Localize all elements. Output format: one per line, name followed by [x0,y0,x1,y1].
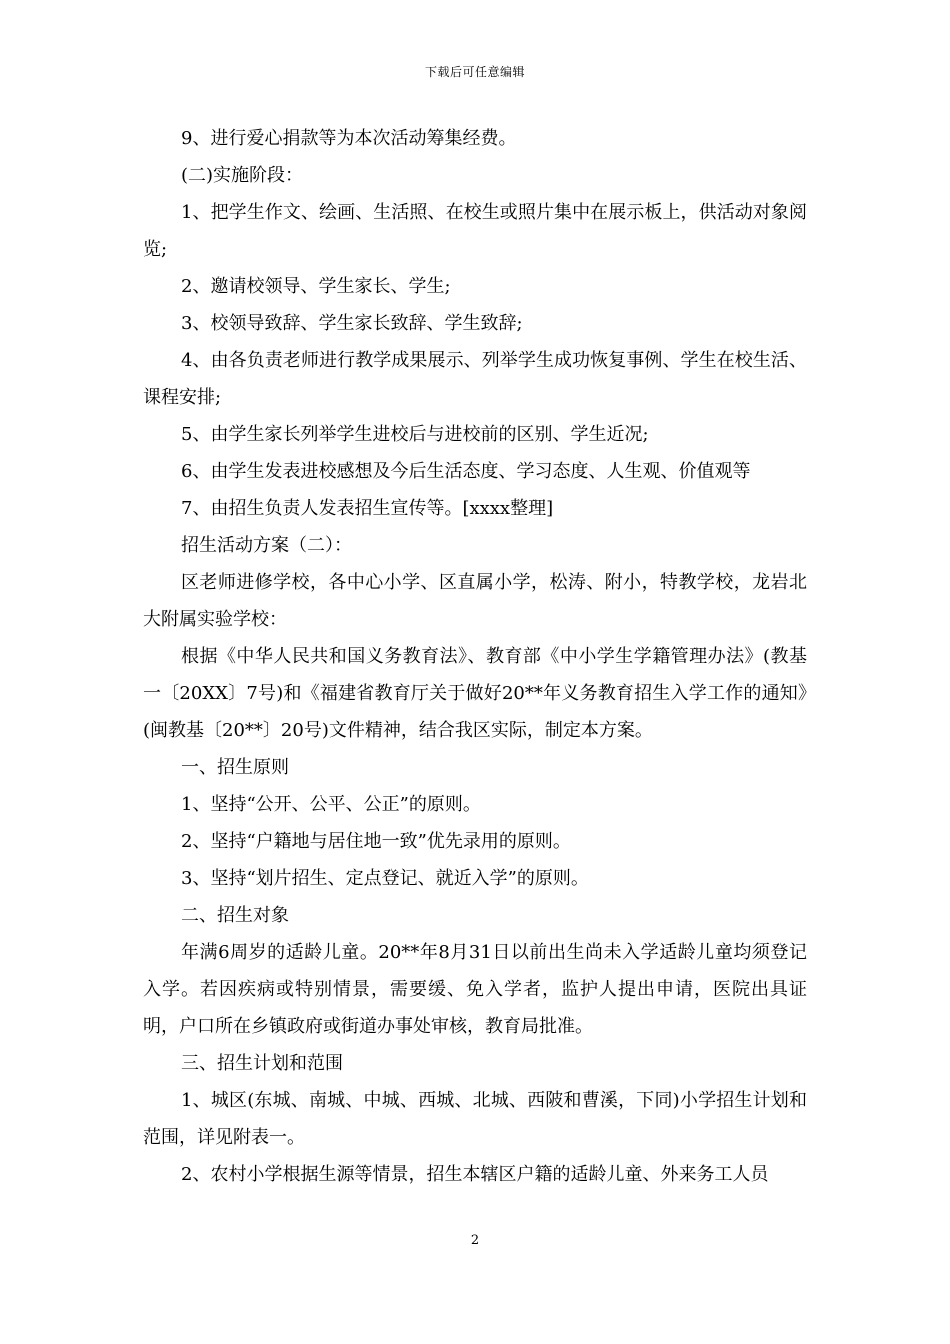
paragraph: (二)实施阶段： [181,165,304,186]
document-body [143,120,807,1193]
paragraph: 根据《中华人民共和国义务教育法》、教育部《中小学生学籍管理办法》(教基一〔20XX〕7号)和《福建省教育厅关于做好20**年义务教育招生入学工作的通知》(闽教基〔20**〕20号)文件精神，结合我区实际，制定本方案。 [143,646,807,741]
paragraph: 2、坚持“户籍地与居住地一致”优先录用的原则。 [181,831,571,852]
paragraph: 5、由学生家长列举学生进校后与进校前的区别、学生近况; [181,424,649,445]
paragraph: 2、农村小学根据生源等情景，招生本辖区户籍的适龄儿童、外来务工人员 [181,1164,769,1185]
section-heading: 招生活动方案（二）： [181,535,352,556]
paragraph: 1、城区(东城、南城、中城、西城、北城、西陂和曹溪，下同)小学招生计划和范围，详见附表一。 [143,1090,807,1148]
paragraph: 3、校领导致辞、学生家长致辞、学生致辞; [181,313,523,334]
paragraph: 区老师进修学校，各中心小学、区直属小学，松涛、附小，特教学校，龙岩北大附属实验学校： [143,572,807,630]
page-header: 下载后可任意编辑 [424,65,525,79]
paragraph: 1、把学生作文、绘画、生活照、在校生或照片集中在展示板上，供活动对象阅览; [143,202,807,260]
paragraph: 9、进行爱心捐款等为本次活动筹集经费。 [181,128,517,149]
page-number: 2 [470,1233,480,1248]
paragraph: 6、由学生发表进校感想及今后生活态度、学习态度、人生观、价值观等 [181,461,751,482]
section-heading: 二、招生对象 [181,905,289,926]
paragraph: 年满6周岁的适龄儿童。20**年8月31日以前出生尚未入学适龄儿童均须登记入学。若因疾病或特别情景，需要缓、免入学者，监护人提出申请，医院出具证明，户口所在乡镇政府或街道办事处审核，教育局批准。 [143,942,807,1037]
section-heading: 三、招生计划和范围 [181,1053,343,1074]
paragraph: 3、坚持“划片招生、定点登记、就近入学”的原则。 [181,868,589,889]
paragraph: 1、坚持“公开、公平、公正”的原则。 [181,794,481,815]
section-heading: 一、招生原则 [181,757,289,778]
paragraph: 4、由各负责老师进行教学成果展示、列举学生成功恢复事例、学生在校生活、课程安排; [143,350,807,408]
paragraph: 2、邀请校领导、学生家长、学生; [181,276,451,297]
paragraph: 7、由招生负责人发表招生宣传等。[xxxx整理] [181,498,554,519]
